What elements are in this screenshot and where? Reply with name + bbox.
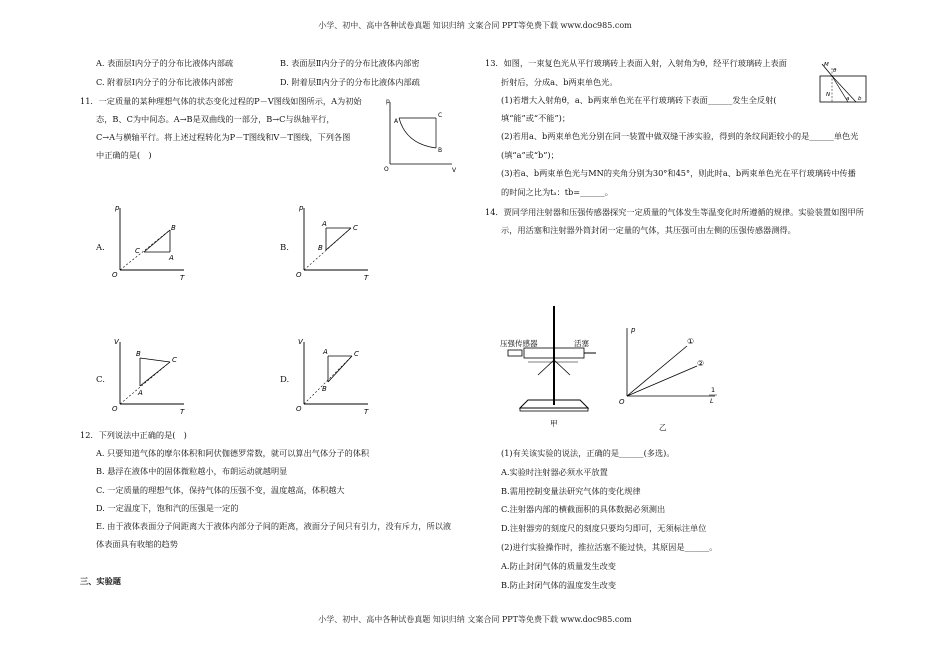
svg-text:1: 1 <box>711 386 716 394</box>
q14-sensor-label: 压强传感器 <box>500 339 538 348</box>
q11-line-1: 11．一定质量的某种理想气体的状态变化过程的P－V图线如图所示，A为初始 <box>80 96 362 106</box>
q13-glass-slab-figure <box>812 58 872 108</box>
q11-line-2: 态，B、C为中间态。A→B是双曲线的一部分，B→C与纵轴平行， <box>96 114 335 124</box>
q14-figure-yi-caption: 乙 <box>659 423 667 432</box>
svg-text:N: N <box>826 92 831 98</box>
q14-piston-label: 活塞 <box>574 339 589 348</box>
q11-fig-p-label: p <box>386 98 390 105</box>
svg-text:p: p <box>115 204 120 212</box>
q11-fig-v-label: V <box>452 167 457 174</box>
svg-text:B: B <box>136 350 141 358</box>
q11-option-c-label: C. <box>96 375 105 385</box>
svg-text:A: A <box>138 389 143 397</box>
q13-line-2: 折射后，分成a、b两束单色光。 <box>501 77 618 87</box>
q13-line-5: (2)若用a、b两束单色光分别在同一装置中做双缝干涉实验，得到的条纹间距较小的是______单色光 <box>501 131 859 141</box>
svg-text:B: B <box>318 244 323 252</box>
q14-sub-1-c: C.注射器内部的横截面积的具体数据必须测出 <box>501 504 666 514</box>
q14-apparatus-figure <box>498 300 613 430</box>
q12-option-a: A. 只要知道气体的摩尔体积和阿伏伽德罗常数，就可以算出气体分子的体积 <box>96 448 370 458</box>
q11-option-b-graph <box>296 200 376 280</box>
q12-option-e: E. 由于液体表面分子间距离大于液体内部分子间的距离，液面分子间只有引力，没有斥力，所以液 <box>96 521 452 531</box>
q13-line-4: 填“能”或“不能”)； <box>501 113 571 123</box>
section-experiment-heading: 三、实验题 <box>80 576 121 586</box>
q12-option-d: D. 一定温度下，饱和汽的压强是一定的 <box>96 503 239 513</box>
svg-text:V: V <box>114 338 119 346</box>
q12-option-e-cont: 体表面具有收缩的趋势 <box>96 539 178 549</box>
q11-option-b-label: B. <box>280 243 289 253</box>
q11-line-4: 中正确的是( ) <box>96 150 152 160</box>
svg-text:B: B <box>171 224 176 232</box>
q11-fig-o-label: O <box>384 166 389 173</box>
q11-fig-a-label: A <box>394 118 399 125</box>
q14-sub-1-d: D.注射器旁的刻度尺的刻度只要均匀即可，无须标注单位 <box>501 523 707 533</box>
q13-line-8: 的时间之比为tₐ：tb=______。 <box>501 187 613 197</box>
q14-sub-2-a: A.防止封闭气体的质量发生改变 <box>501 561 616 571</box>
q14-sub-1-a: A.实验时注射器必须水平放置 <box>501 467 608 477</box>
svg-text:C: C <box>353 224 358 232</box>
q13-line-1: 13．如图，一束复色光从平行玻璃砖上表面入射，入射角为θ，经平行玻璃砖上表面 <box>485 58 787 68</box>
svg-text:T: T <box>364 274 369 282</box>
svg-text:T: T <box>180 408 185 416</box>
q11-option-a-graph <box>112 200 192 280</box>
svg-text:p: p <box>299 204 304 212</box>
svg-text:②: ② <box>697 359 705 368</box>
q14-sub-2: (2)进行实验操作时，推拉活塞不能过快，其原因是______。 <box>501 542 718 552</box>
svg-text:O: O <box>112 271 118 279</box>
q14-sub-2-b: B.防止封闭气体的温度发生改变 <box>501 580 617 590</box>
q11-option-d-graph <box>296 334 376 416</box>
q10-option-c: C. 附着层Ⅰ内分子的分布比液体内部密 <box>96 77 234 87</box>
q10-option-d: D. 附着层Ⅱ内分子的分布比液体内部疏 <box>280 77 420 87</box>
svg-text:C: C <box>354 350 359 358</box>
q10-option-a: A. 表面层Ⅰ内分子的分布比液体内部疏 <box>96 58 234 68</box>
q14-graph-figure <box>615 322 725 432</box>
q13-line-3: (1)若增大入射角θ，a、b两束单色光在平行玻璃砖下表面______发生全反射( <box>501 95 777 105</box>
q13-line-6: (填“a”或“b”)； <box>501 150 559 160</box>
svg-text:A: A <box>322 220 327 228</box>
svg-text:V: V <box>298 338 303 346</box>
svg-text:L: L <box>710 397 714 405</box>
svg-text:θ: θ <box>833 68 837 74</box>
svg-text:O: O <box>296 405 302 413</box>
svg-text:C: C <box>172 356 177 364</box>
svg-text:T: T <box>180 274 185 282</box>
q14-sub-1: (1)有关该实验的说法，正确的是______(多选)。 <box>501 448 675 458</box>
svg-text:O: O <box>112 405 118 413</box>
svg-text:p: p <box>631 326 636 334</box>
svg-text:C: C <box>135 247 140 255</box>
q11-line-3: C→A与横轴平行。将上述过程转化为P－T图线和V－T图线，下列各图 <box>96 132 351 142</box>
svg-text:b: b <box>858 96 862 102</box>
q12-stem: 12．下列说法中正确的是( ) <box>80 430 187 440</box>
svg-text:A: A <box>169 254 174 262</box>
q11-option-d-label: D. <box>280 375 290 385</box>
page-footer: 小学、初中、高中各种试卷真题 知识归纳 文案合同 PPT等免费下载 www.doc985.com <box>318 615 632 624</box>
svg-text:O: O <box>296 271 302 279</box>
svg-text:①: ① <box>687 337 695 346</box>
q12-option-c: C. 一定质量的理想气体，保持气体的压强不变，温度越高，体积越大 <box>96 485 345 495</box>
page-header: 小学、初中、高中各种试卷真题 知识归纳 文案合同 PPT等免费下载 www.doc985.com <box>318 21 632 30</box>
q14-line-2: 示，用活塞和注射器外筒封闭一定量的气体，其压强可由左侧的压强传感器测得。 <box>501 225 796 235</box>
q14-sub-1-b: B.需用控制变量法研究气体的变化规律 <box>501 486 641 496</box>
q11-fig-b-label: B <box>438 147 443 154</box>
svg-text:A: A <box>323 348 328 356</box>
svg-text:O: O <box>619 398 625 406</box>
q11-pv-figure <box>382 96 457 176</box>
svg-text:M: M <box>824 62 829 68</box>
q14-line-1: 14．贾同学用注射器和压强传感器探究一定质量的气体发生等温变化时所遵循的规律。实验装置如图甲所 <box>485 207 864 217</box>
q10-option-b: B. 表面层Ⅱ内分子的分布比液体内部密 <box>280 58 420 68</box>
q11-option-a-label: A. <box>96 243 105 253</box>
svg-text:a: a <box>846 96 850 102</box>
svg-text:B: B <box>322 385 327 393</box>
svg-text:T: T <box>364 408 369 416</box>
q11-option-c-graph <box>112 334 192 416</box>
q14-figure-jia-caption: 甲 <box>550 419 558 428</box>
q12-option-b: B. 悬浮在液体中的固体微粒越小，布朗运动就越明显 <box>96 466 288 476</box>
q11-fig-c-label: C <box>438 112 443 119</box>
q13-line-7: (3)若a、b两束单色光与MN的夹角分别为30°和45°，则此时a、b两束单色光在平行玻璃砖中传播 <box>501 168 856 178</box>
